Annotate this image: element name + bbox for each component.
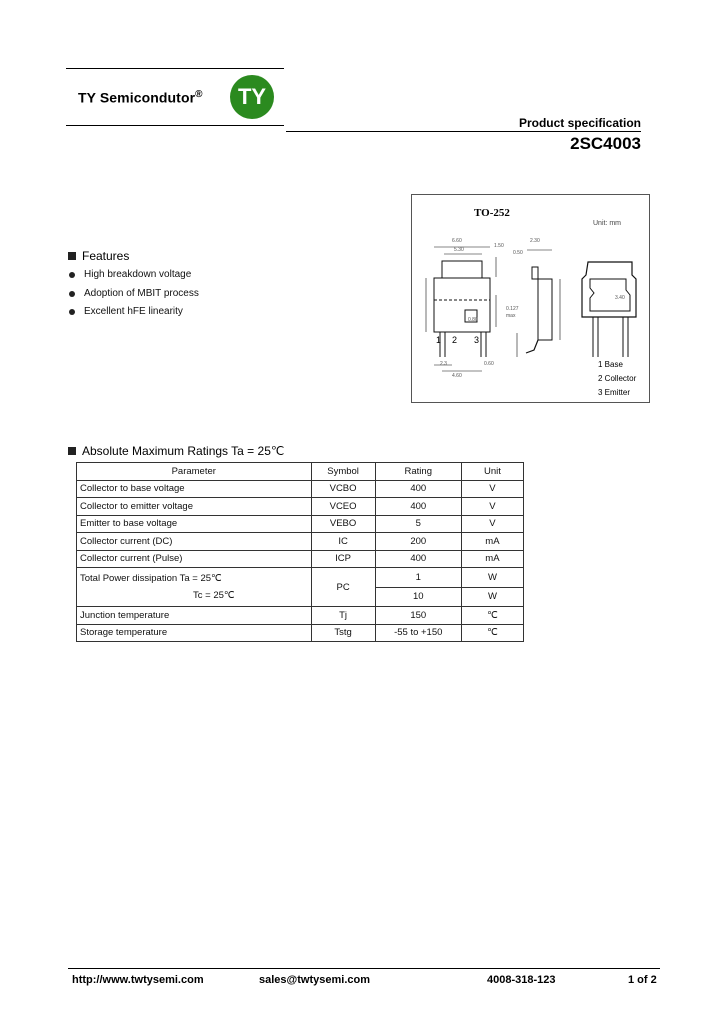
ratings-title: Absolute Maximum Ratings Ta = 25℃ <box>68 444 284 458</box>
cell-symbol: VCEO <box>311 498 375 516</box>
cell-unit: W <box>461 568 523 588</box>
footer-phone: 4008-318-123 <box>487 974 556 986</box>
header-parameter: Parameter <box>77 463 312 481</box>
bullet-dot-icon <box>69 272 75 278</box>
table-row <box>77 624 524 642</box>
cell-symbol: IC <box>311 533 375 551</box>
bullet-square-icon <box>68 447 76 455</box>
cell-rating: 400 <box>375 498 461 516</box>
cell-symbol: ICP <box>311 550 375 568</box>
table-row <box>77 568 524 588</box>
cell-parameter: Collector to base voltage <box>77 480 312 498</box>
footer-email[interactable]: sales@twtysemi.com <box>259 974 370 986</box>
cell-parameter: Collector current (Pulse) <box>77 550 312 568</box>
cell-rating: 200 <box>375 533 461 551</box>
table-row <box>77 550 524 568</box>
package-name: TO-252 <box>474 207 510 219</box>
cell-rating: 10 <box>375 587 461 607</box>
header-rating: Rating <box>375 463 461 481</box>
cell-parameter: Junction temperature <box>77 607 312 625</box>
cell-symbol: Tstg <box>311 624 375 642</box>
pin-number-label: 3 <box>474 335 480 345</box>
footer-rule <box>68 968 660 969</box>
svg-text:3.40: 3.40 <box>615 295 625 301</box>
table-row <box>77 515 524 533</box>
footer-page-number: 1 of 2 <box>628 974 657 986</box>
table-header-row <box>77 463 524 481</box>
cell-unit: mA <box>461 533 523 551</box>
footer-website[interactable]: http://www.twtysemi.com <box>72 974 204 986</box>
cell-rating: -55 to +150 <box>375 624 461 642</box>
cell-unit: ℃ <box>461 624 523 642</box>
cell-unit: V <box>461 498 523 516</box>
table-row <box>77 533 524 551</box>
svg-text:1.50: 1.50 <box>494 243 504 249</box>
bullet-square-icon <box>68 252 76 260</box>
cell-parameter: Storage temperature <box>77 624 312 642</box>
pin-number-label: 1 <box>436 335 442 345</box>
cell-symbol: PC <box>311 568 375 607</box>
header-symbol: Symbol <box>311 463 375 481</box>
svg-text:2.30: 2.30 <box>530 238 540 244</box>
svg-text:0.60: 0.60 <box>484 361 494 367</box>
cell-unit: V <box>461 480 523 498</box>
svg-text:6.60: 6.60 <box>452 238 462 244</box>
cell-unit: W <box>461 587 523 607</box>
cell-rating: 400 <box>375 480 461 498</box>
header-top-rule <box>66 68 284 69</box>
features-title: Features <box>68 249 129 263</box>
svg-text:max: max <box>506 313 516 319</box>
package-outline-box <box>411 194 650 403</box>
absolute-maximum-ratings-table <box>76 462 524 642</box>
feature-item: High breakdown voltage <box>69 269 191 280</box>
cell-symbol: Tj <box>311 607 375 625</box>
power-param-tc: Tc = 25℃ <box>193 590 235 601</box>
bullet-dot-icon <box>69 291 75 297</box>
cell-parameter: Collector to emitter voltage <box>77 498 312 516</box>
pin-number-label: 2 <box>452 335 458 345</box>
svg-text:4.60: 4.60 <box>452 373 462 379</box>
svg-text:0.50: 0.50 <box>513 250 523 256</box>
pin-legend-base: 1 Base <box>598 360 623 369</box>
svg-text:5.30: 5.30 <box>454 247 464 253</box>
svg-text:0.80: 0.80 <box>468 317 478 323</box>
bullet-dot-icon <box>69 309 75 315</box>
unit-label: Unit: mm <box>593 220 621 227</box>
cell-parameter: Emitter to base voltage <box>77 515 312 533</box>
package-drawing <box>412 195 649 402</box>
cell-rating: 400 <box>375 550 461 568</box>
product-specification-label: Product specification <box>518 116 641 130</box>
feature-item: Adoption of MBIT process <box>69 288 199 299</box>
pin-legend-emitter: 3 Emitter <box>598 388 631 397</box>
cell-unit: mA <box>461 550 523 568</box>
power-param-ta: Total Power dissipation Ta = 25℃ <box>80 573 222 584</box>
header-right-rule <box>286 131 641 132</box>
header-unit: Unit <box>461 463 523 481</box>
table-row <box>77 480 524 498</box>
part-number: 2SC4003 <box>570 134 641 153</box>
company-name: TY Semicondutor® <box>78 89 203 106</box>
cell-rating: 1 <box>375 568 461 588</box>
header-under-brand-rule <box>66 125 284 126</box>
cell-symbol: VCBO <box>311 480 375 498</box>
ty-logo: TY <box>230 75 274 119</box>
table-row <box>77 607 524 625</box>
svg-text:2.3: 2.3 <box>440 361 447 367</box>
cell-symbol: VEBO <box>311 515 375 533</box>
table-row <box>77 498 524 516</box>
svg-text:0.127: 0.127 <box>506 306 519 312</box>
cell-rating: 150 <box>375 607 461 625</box>
cell-rating: 5 <box>375 515 461 533</box>
cell-unit: ℃ <box>461 607 523 625</box>
feature-item: Excellent hFE linearity <box>69 306 183 317</box>
cell-unit: V <box>461 515 523 533</box>
pin-legend-collector: 2 Collector <box>598 374 637 383</box>
cell-parameter: Collector current (DC) <box>77 533 312 551</box>
cell-parameter-power <box>77 568 312 607</box>
